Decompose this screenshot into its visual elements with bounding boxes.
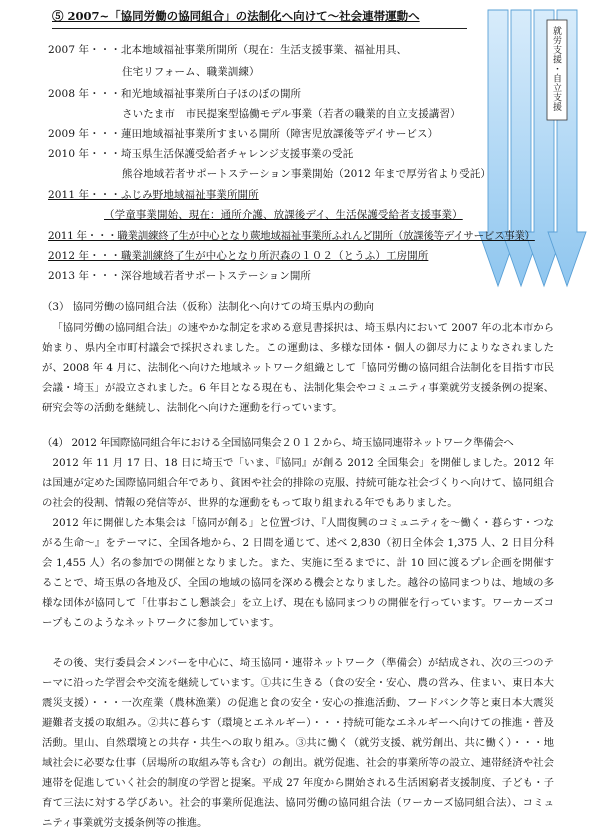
timeline-item: 2013 年・・・深谷地域若者サポートステーション開所 (48, 270, 312, 282)
timeline-item: 熊谷地域若者サポートステーション事業開始（2012 年まで厚労省より受託） (122, 168, 492, 180)
timeline-item: 2010 年・・・埼玉県生活保護受給者チャレンジ支援事業の受託 (48, 148, 354, 160)
timeline-item: 2012 年・・・職業訓練終了生が中心となり所沢森の１０２（とうふ）工房開所 (48, 250, 429, 262)
section4-body (42, 453, 554, 833)
arrow-label: 就労支援・自立支援 (551, 26, 561, 112)
section3-heading: （3） 協同労働の協同組合法（仮称）法制化へ向けての埼玉県内の動向 (42, 301, 375, 313)
timeline-item: 2008 年・・・和光地域福祉事業所白子ほのぼの開所 (48, 88, 302, 100)
timeline-item: 住宅リフォーム、職業訓練） (122, 66, 260, 78)
timeline-item: 2011 年・・・ふじみ野地域福祉事業所開所 (48, 189, 259, 201)
section4-paragraph-3: その後、実行委員会メンバーを中心に、埼玉協同・連帯ネットワーク（準備会）が結成され、次の三つのテーマに沿った学習会や交流を継続しています。①共に生きる（食の安全・安心、農の営み、住まい、東日本大震災支援）・・・一次産業（農林漁業）の促進と食の安全・安心の推進活動、フードバンク等と東日本大震災避難者支援の取組み。②共に暮らす（環境とエネルギー）・・・持続可能なエネルギーへ向けての推進・普及活動。里山、自然環境との共存・共生への取り組み。③共に働く（就労支援、就労創出、共に働く）・・・地域社会に必要な仕事（居場所の取組み等も含む）の創出。就労促進、社会的事業所等の設立、連帯経済や社会連帯を促進していく社会的制度の学習と提案。平成 27 年度から開始される生活困窮者支援制度、子ども・子育て三法に対する学びあい。社会的事業所促進法、協同労働の協同組合法（ワーカーズ協同組合法）、コミュニティ事業就労支援条例等の推進。 (42, 657, 554, 829)
timeline-item: 2011 年・・・職業訓練終了生が中心となり蕨地域福祉事業所ふれんど開所（放課後等デイサービス事業） (48, 230, 535, 242)
timeline-item: 2009 年・・・蓮田地域福祉事業所すまいる開所（障害児放課後等デイサービス） (48, 128, 439, 140)
section4-paragraph-2: 2012 年に開催した本集会は「協同が創る」と位置づけ、『人間復興のコミュニティを～働く・暮らす・つながる生命～』をテーマに、全国各地から、2 日間を通じて、述べ 2,830（初日全体会 1,375 人、2 日目分科会 1,455 人）名の参加での開催となりました。また、実施に至るまでに、計 10 回に渡るプレ企画を開催することで、埼玉県の各地及び、全国の地域の協同を深める機会となりました。越谷の協同まつりは、地域の多様な団体が協同して「仕事おこし懇談会」を立上げ、現在も協同まつりの開催を行っています。ワーカーズコープもこのようなネットワークに参加しています。 (42, 517, 554, 629)
section3-body (42, 318, 554, 418)
timeline-item: 2007 年・・・北本地域福祉事業所開所（現在：生活支援事業、福祉用具、 (48, 44, 408, 56)
title-rule (52, 28, 467, 29)
timeline-item: （学童事業開始、現在：通所介護、放課後デイ、生活保護受給者支援事業） (104, 209, 463, 221)
section4-heading: （4） 2012 年国際協同組合年における全国協同集会２０１２から、埼玉協同連帯ネットワーク準備会へ (42, 437, 514, 449)
timeline-item: さいたま市 市民提案型協働モデル事業（若者の職業的自立支援講習） (122, 108, 461, 120)
section3-paragraph: 「協同労働の協同組合法」の速やかな制定を求める意見書採択は、埼玉県内において 2007 年の北本市から始まり、県内全市町村議会で採択されました。この運動は、多様な団体・個人の御尽力によりなされましたが、2008 年 4 月に、法制化へ向けた地域ネットワーク組織として「協同労働の協同組合法制化を目指す市民会議・埼玉」が設立されました。6 年目となる現在も、法制化集会やコミュニティ事業就労支援条例の提案、研究会等の活動を継続し、法制化へ向けた運動を行っています。 (42, 322, 554, 414)
section4-paragraph-1: 2012 年 11 月 17 日、18 日に埼玉で「いま、『協同』が創る 2012 全国集会」を開催しました。2012 年は国連が定めた国際協同組合年であり、貧困や社会的排除の克服、持続可能な社会づくりへ向けて、協同組合の社会的役割、情報の発信等が、世界的な運動をもって取り組まれる年でもありました。 (42, 457, 554, 509)
section5-title: ⑤ 2007~「協同労働の協同組合」の法制化へ向けて～社会連帯運動へ (52, 9, 420, 23)
